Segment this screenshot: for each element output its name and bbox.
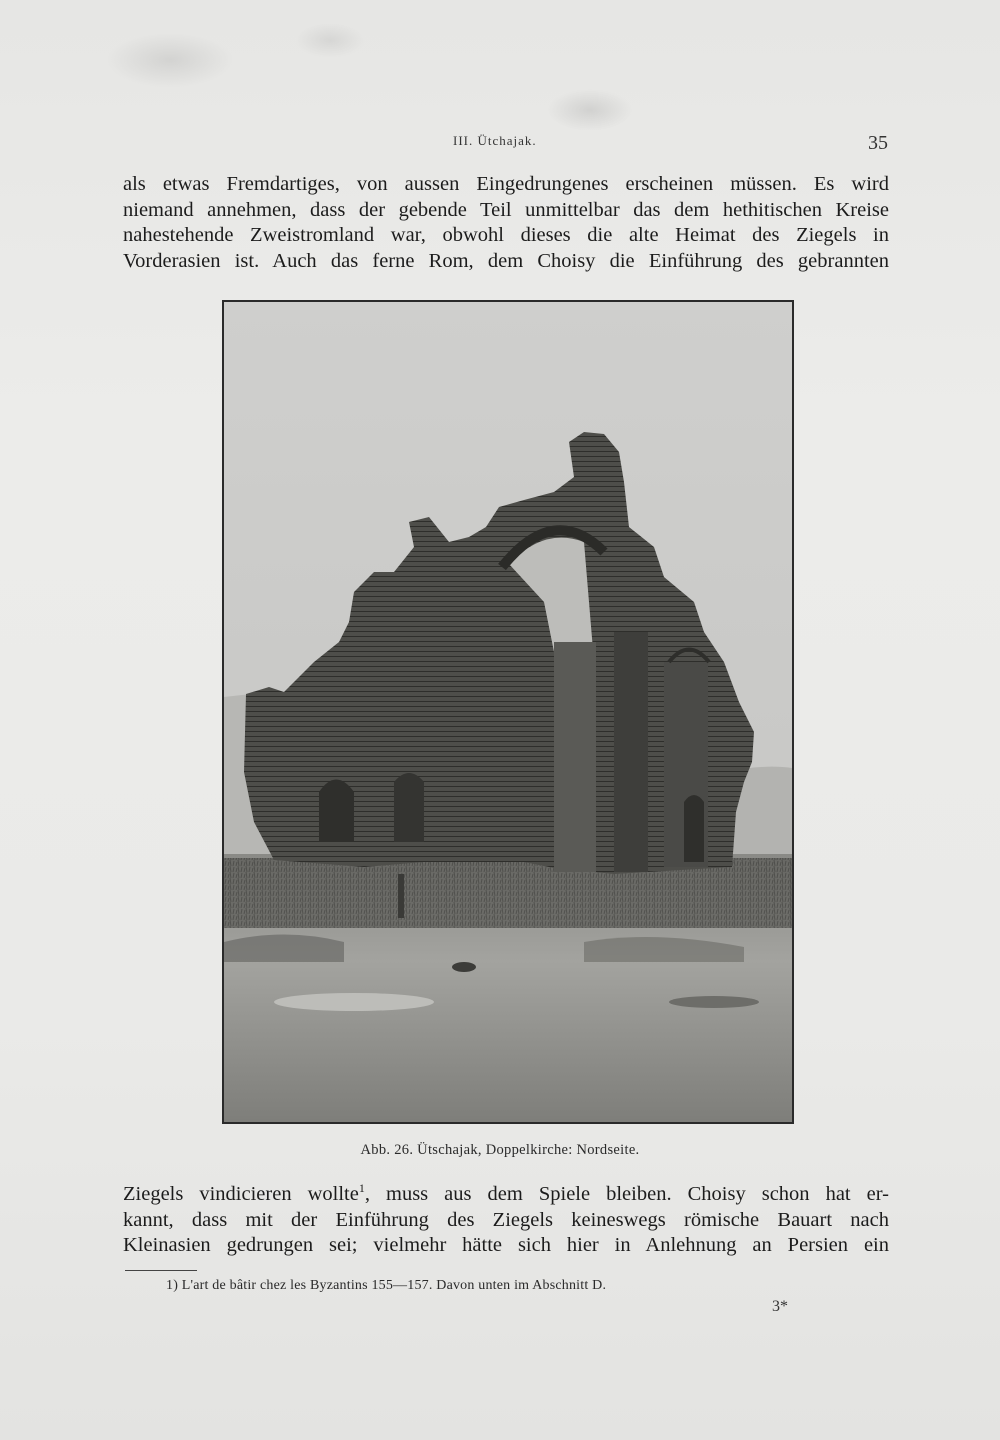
church-ruin-photo	[224, 302, 792, 1122]
text-line	[123, 1182, 889, 1208]
figure-photograph	[222, 300, 794, 1124]
running-head: III. Ütchajak.	[453, 133, 537, 148]
footnote-divider	[125, 1270, 197, 1271]
page-number: 35	[868, 132, 888, 154]
footnote: 1) L'art de bâtir chez les Byzantins 155—157. Davon unten im Abschnitt D.	[166, 1278, 607, 1293]
text-line: Vorderasien ist. Auch das ferne Rom, dem Choisy die Einführung des gebrannten	[123, 249, 889, 272]
top-paragraph	[123, 172, 889, 274]
text-line: als etwas Fremdartiges, von aussen Eingedrungenes erscheinen müssen. Es wird	[123, 173, 889, 195]
text-line: nahestehende Zweistromland war, obwohl dieses die alte Heimat des Ziegels in	[123, 224, 889, 246]
text-line: niemand annehmen, dass der gebende Teil unmittelbar das dem hethitischen Kreise	[123, 198, 889, 221]
signature-mark: 3*	[772, 1298, 788, 1315]
text-segment: , muss aus dem Spiele bleiben. Choisy schon hat er-	[364, 1183, 889, 1205]
bottom-paragraph	[123, 1182, 889, 1259]
footnote-marker: 1	[358, 1181, 365, 1196]
figure-caption: Abb. 26. Ütschajak, Doppelkirche: Nordseite.	[360, 1142, 640, 1158]
text-line: kannt, dass mit der Einführung des Ziegels keineswegs römische Bauart nach	[123, 1208, 889, 1231]
text-line: Kleinasien gedrungen sei; vielmehr hätte sich hier in Anlehnung an Persien ein	[123, 1234, 889, 1256]
text-segment: Ziegels vindicieren wollte	[123, 1183, 359, 1205]
